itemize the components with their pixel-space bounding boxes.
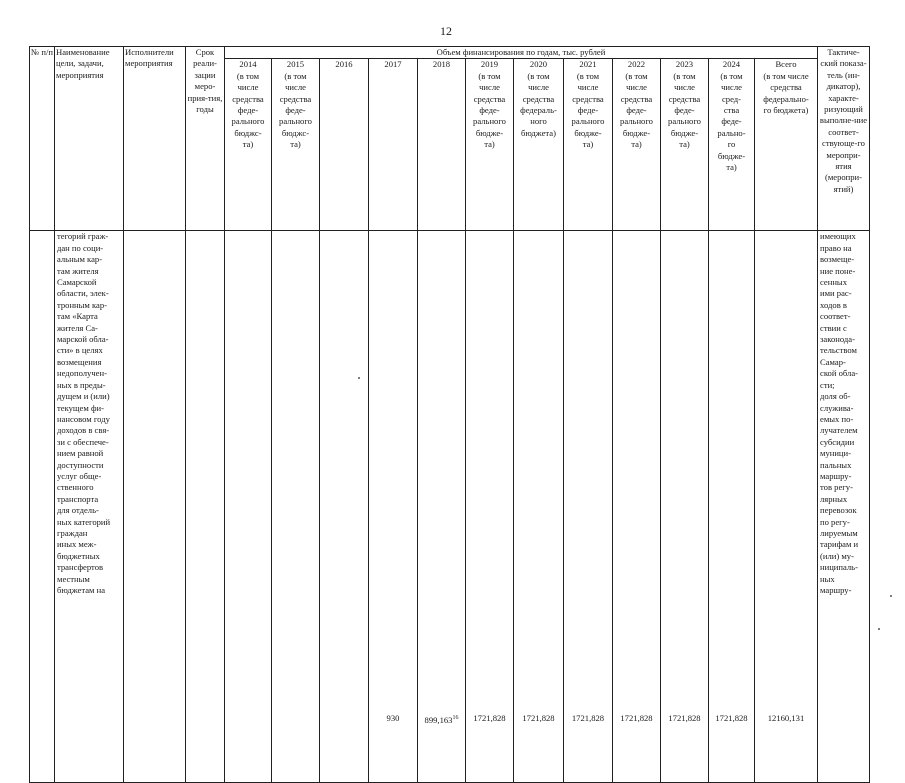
page-number: 12 (440, 24, 452, 38)
col-header-year: 2023 (в том числе средства феде- рального бюдже- та) (661, 59, 709, 231)
cell-executors (124, 231, 186, 783)
cell-2021: 1721,828 (564, 231, 613, 783)
col-header-year: 2020 (в том числе средства федераль- ного бюджета) (514, 59, 564, 231)
cell-2019: 1721,828 (466, 231, 514, 783)
table-row (30, 231, 870, 783)
scan-speck (890, 595, 892, 597)
cell-no (30, 231, 55, 783)
col-header-year: 2022 (в том числе средства феде- рального бюдже- та) (613, 59, 661, 231)
cell-2017: 930 (369, 231, 418, 783)
cell-term (186, 231, 225, 783)
col-header-year: 2015 (в том числе средства феде- рального бюджс- та) (272, 59, 320, 231)
funding-table (29, 46, 870, 783)
col-header-year: 2021 (в том числе средства феде- рального бюдже- та) (564, 59, 613, 231)
col-header-year: 2024 (в том числе сред- ства феде- рально- го бюдже- та) (709, 59, 755, 231)
scan-speck (358, 377, 360, 379)
cell-2024: 1721,828 (709, 231, 755, 783)
col-header-total: Всего (в том числе средства федерально- го бюджета) (755, 59, 818, 231)
col-header-indicator: Тактиче-ский показа-тель (ин-дикатор), характе-ризующий выполне-ние соответ-ствующе-го меропри-ятия (меропри-ятий) (818, 47, 870, 231)
col-header-name: Наименование цели, задачи, мероприятия (55, 47, 124, 231)
cell-2016 (320, 231, 369, 783)
cell-2014 (225, 231, 272, 783)
col-header-year: 2014 (в том числе средства феде- рального бюджс- та) (225, 59, 272, 231)
cell-2023: 1721,828 (661, 231, 709, 783)
col-header-year: 2016 (320, 59, 369, 231)
col-header-funding: Объем финансирования по годам, тыс. рублей (225, 47, 818, 59)
col-header-year: 2018 (418, 59, 466, 231)
footnote-marker: 16 (452, 715, 459, 722)
col-header-year: 2017 (369, 59, 418, 231)
col-header-year: 2019 (в том числе средства феде- рального бюдже- та) (466, 59, 514, 231)
cell-total: 12160,131 (755, 231, 818, 783)
cell-name: тегорий граж- дан по соци- альным кар- там жителя Самарской области, элек- тронным кар- там «Карта жителя Са- марской обла- сти» в целях возмещения недополучен- ных в преды- дущем и (или) текущем фи- нансовом году доходов в свя- зи с обеспече- нием равной доступности услуг обще- ственного транспорта для отдель- ных категорий граждан иных меж- бюджетных трансфертов местным бюджетам на (55, 231, 124, 783)
cell-indicator: имеющих право на возмеще- ние поне- сенных ими рас- ходов в соответ- ствии с законода- тельством Самар- ской обла- сти; доля об- служива- емых по- лучателем субсидии муници- пальных маршру- тов регу- лярных перевозок по регу- лируемым тарифам и (или) му- ниципаль- ных маршру- (818, 231, 870, 783)
cell-2015 (272, 231, 320, 783)
cell-2022: 1721,828 (613, 231, 661, 783)
header-row-1 (30, 47, 870, 59)
col-header-term: Срок реали-зации меро-прия-тия, годы (186, 47, 225, 231)
cell-2018: 899,163$^{16}$ (418, 231, 466, 783)
cell-2020: 1721,828 (514, 231, 564, 783)
col-header-executors: Исполнители мероприятия (124, 47, 186, 231)
col-header-no: № п/п (30, 47, 55, 231)
scan-speck (878, 628, 880, 630)
